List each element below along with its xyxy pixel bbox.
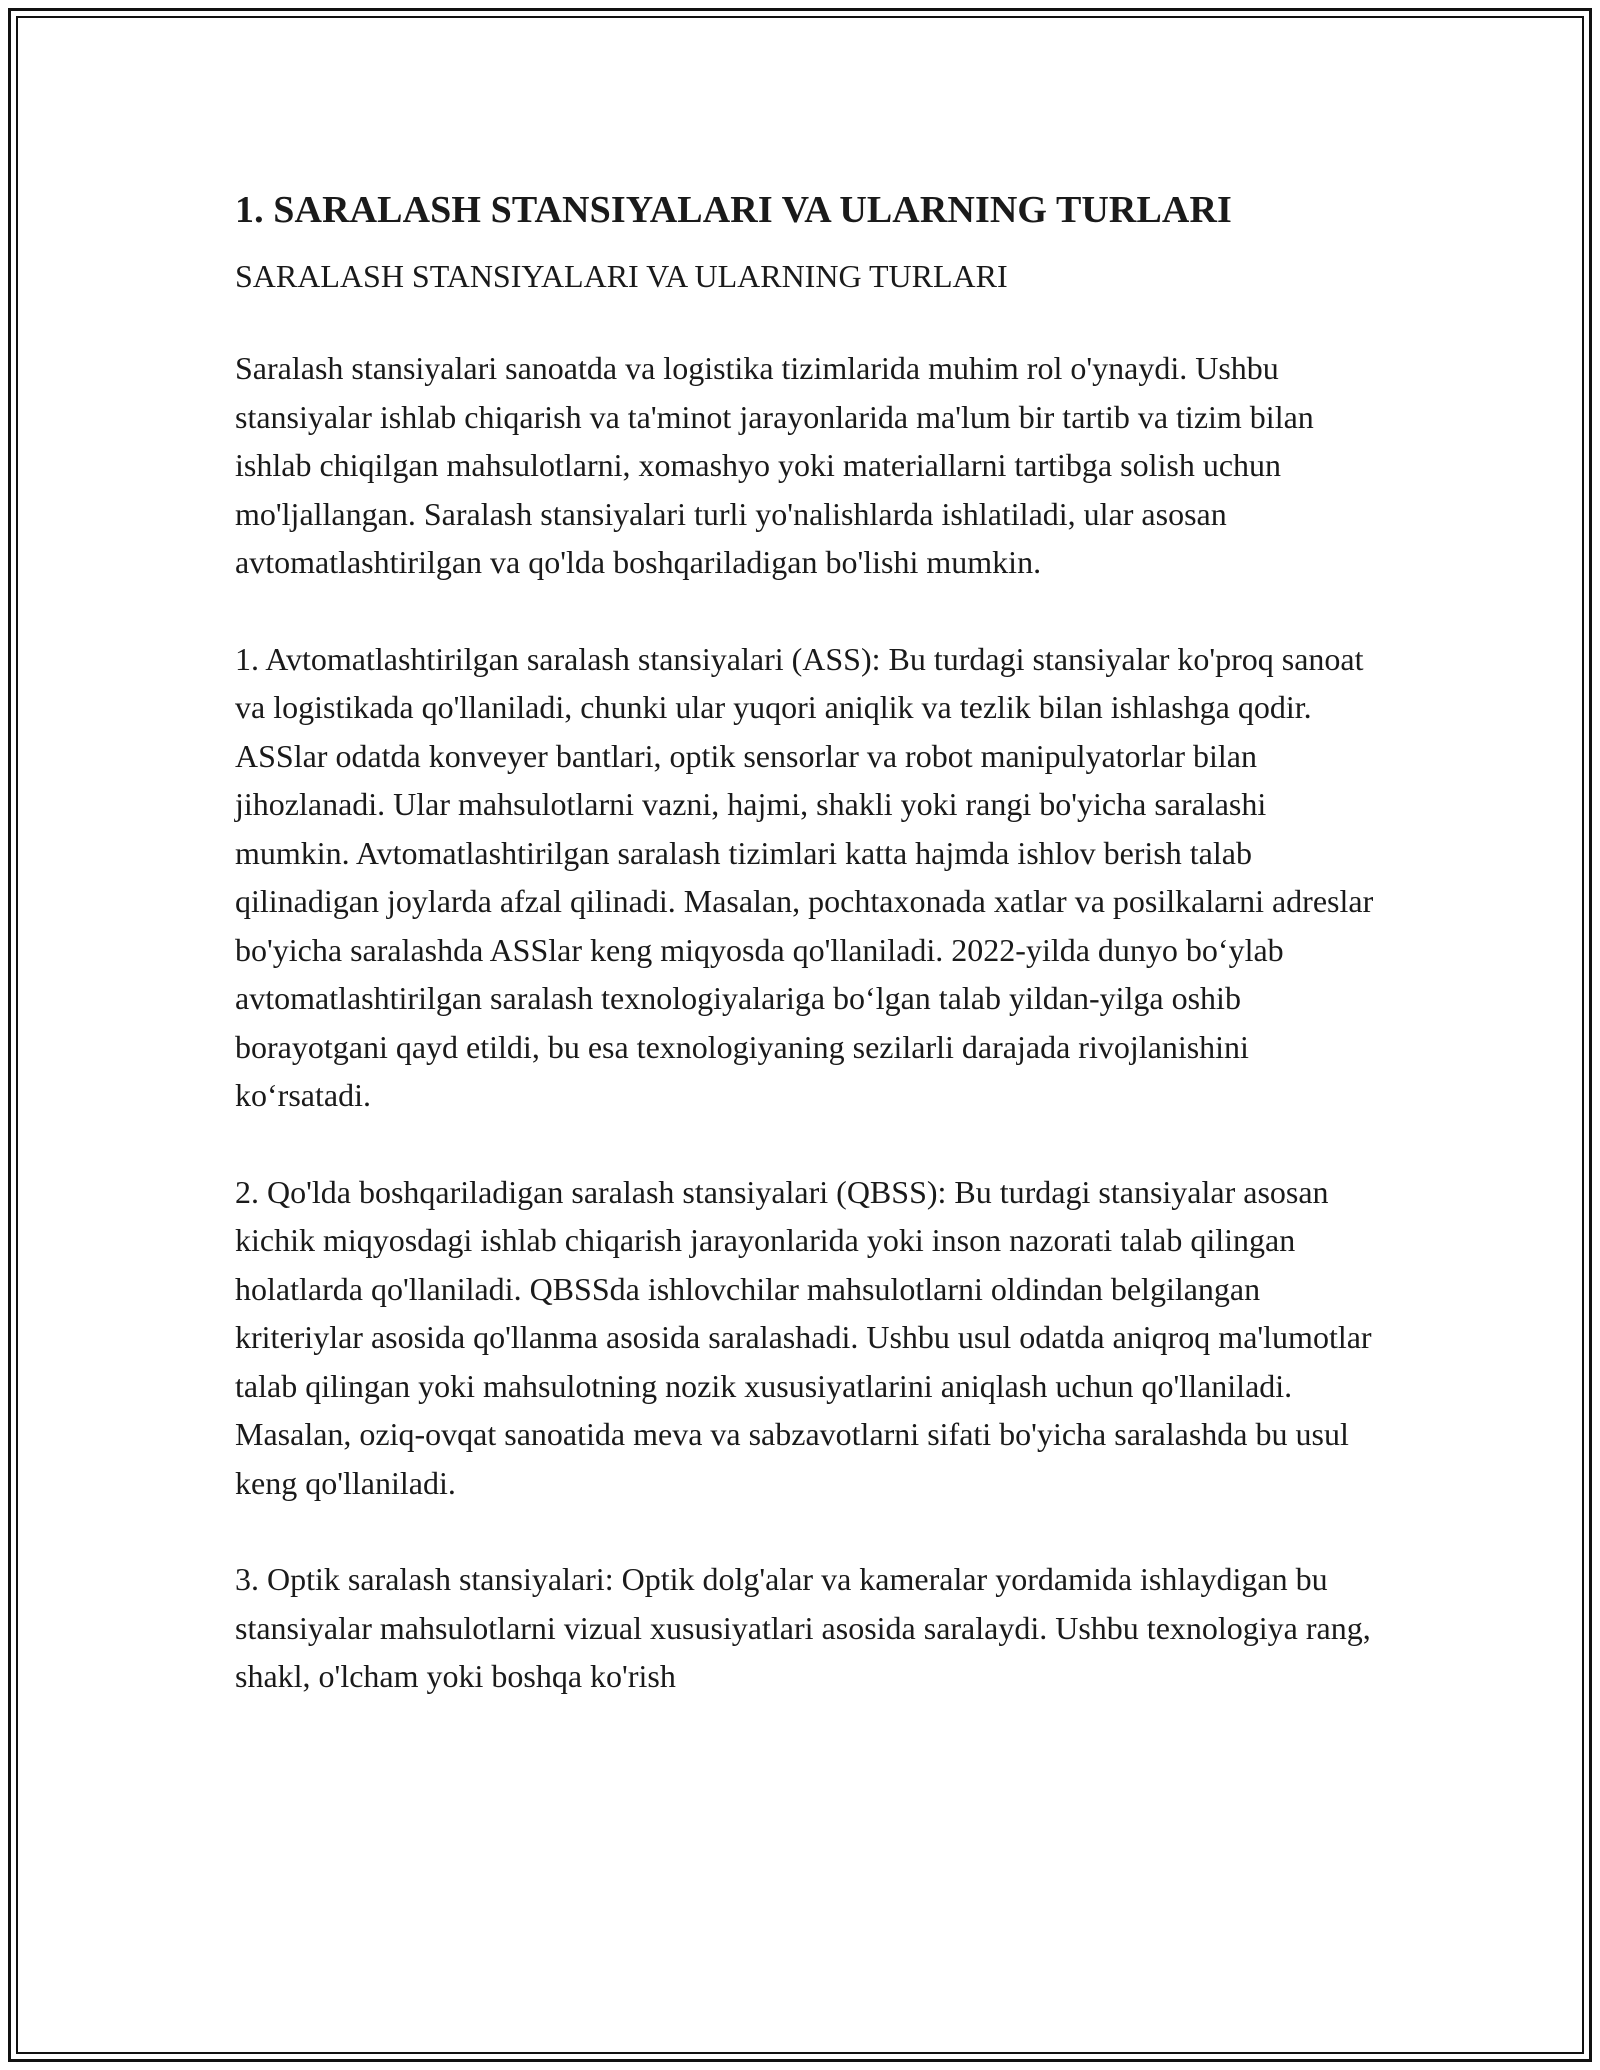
paragraph-optical-sorting: 3. Optik saralash stansiyalari: Optik dolg'alar va kameralar yordamida ishlaydigan bu stansiyalar mahsulotlarni vizual xususiyatlari asosida saralaydi. Ushbu texnologiya rang, shakl, o'lcham yoki boshqa ko'rish bbox=[235, 1561, 1371, 1694]
paragraph-manual-sorting: 2. Qo'lda boshqariladigan saralash stansiyalari (QBSS): Bu turdagi stansiyalar asosan kichik miqyosdagi ishlab chiqarish jarayonlarida yoki inson nazorati talab qilingan holatlarda qo'llaniladi. QBSSda ishlovchilar mahsulotlarni oldindan belgilangan kriteriylar asosida qo'llanma asosida saralashadi. Ushbu usul odatda aniqroq ma'lumotlar talab qilingan yoki mahsulotning nozik xususiyatlarini aniqlash uchun qo'llaniladi. Masalan, oziq-ovqat sanoatida meva va sabzavotlarni sifati bo'yicha saralashda bu usul keng qo'llaniladi. bbox=[235, 1173, 1372, 1501]
document-title: 1. SARALASH STANSIYALARI VA ULARNING TURLARI bbox=[235, 189, 1232, 231]
document-subtitle: SARALASH STANSIYALARI VA ULARNING TURLARI bbox=[235, 258, 1008, 294]
paragraph-automated-sorting: 1. Avtomatlashtirilgan saralash stansiyalari (ASS): Bu turdagi stansiyalar ko'proq sanoat va logistikada qo'llaniladi, chunki ular yuqori aniqlik va tezlik bilan ishlashga qodir. ASSlar odatda konveyer bantlari, optik sensorlar va robot manipulyatorlar bilan jihozlanadi. Ular mahsulotlarni vazni, hajmi, shakli yoki rangi bo'yicha saralashi mumkin. Avtomatlashtirilgan saralash tizimlari katta hajmda ishlov berish talab qilinadigan joylarda afzal qilinadi. Masalan, pochtaxonada xatlar va posilkalarni adreslar bo'yicha saralashda ASSlar keng miqyosda qo'llaniladi. 2022-yilda dunyo bo‘ylab avtomatlashtirilgan saralash texnologiyalariga bo‘lgan talab yildan-yilga oshib borayotgani qayd etildi, bu esa texnologiyaning sezilarli darajada rivojlanishini ko‘rsatadi. bbox=[235, 640, 1374, 1113]
paragraph-intro: Saralash stansiyalari sanoatda va logistika tizimlarida muhim rol o'ynaydi. Ushbu stansiyalar ishlab chiqarish va ta'minot jarayonlarida ma'lum bir tartib va tizim bilan ishlab chiqilgan mahsulotlarni, xomashyo yoki materiallarni tartibga solish uchun mo'ljallangan. Saralash stansiyalari turli yo'nalishlarda ishlatiladi, ular asosan avtomatlashtirilgan va qo'lda boshqariladigan bo'lishi mumkin. bbox=[235, 350, 1314, 580]
document-body bbox=[235, 186, 1375, 1701]
